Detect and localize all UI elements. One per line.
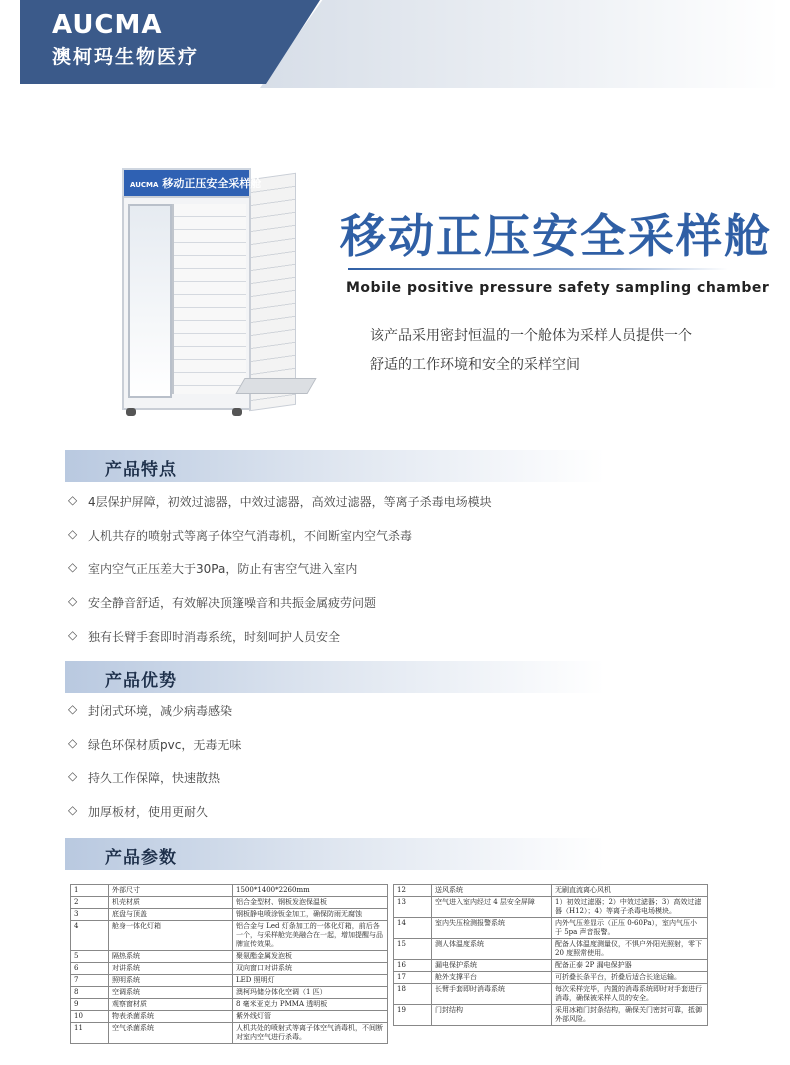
features-list bbox=[68, 493, 492, 661]
diamond-bullet-icon: ◇ bbox=[68, 594, 78, 609]
advantage-item: ◇ 封闭式环境，减少病毒感染 bbox=[68, 702, 233, 718]
feature-item: ◇ 人机共存的喷射式等离子体空气消毒机，不间断室内空气杀毒 bbox=[68, 526, 413, 543]
feature-item: ◇ 4层保护屏障，初效过滤器，中效过滤器，高效过滤器，等离子杀毒电场模块 bbox=[68, 493, 492, 509]
params-table-left bbox=[70, 884, 388, 1044]
table-row: 18 长臂手套即时消毒系统 每次采样完毕，内置的消毒系统即时对手套进行消毒，确保被采样人员的安全。 bbox=[394, 984, 708, 1005]
diamond-bullet-icon: ◇ bbox=[68, 627, 78, 642]
table-row: 4 舱身一体化灯箱 铝合金与 Led 灯条加工的一体化灯箱，前后各一个，与采样舱完美融合在一起，增加提醒与品牌宣传效果。 bbox=[71, 921, 388, 951]
table-row: 10 物表杀菌系统 紫外线灯管 bbox=[71, 1011, 388, 1023]
booth-wheel bbox=[126, 408, 136, 416]
sampling-booth-illustration bbox=[112, 168, 307, 423]
diamond-bullet-icon: ◇ bbox=[68, 526, 78, 541]
header-light-band bbox=[260, 0, 780, 88]
intro-line: 舒适的工作环境和安全的采样空间 bbox=[370, 357, 580, 373]
booth-front bbox=[122, 196, 251, 410]
feature-item: ◇ 独有长臂手套即时消毒系统，时刻呵护人员安全 bbox=[68, 627, 341, 644]
advantages-heading: 产品优势 bbox=[105, 671, 177, 691]
advantage-item: ◇ 绿色环保材质pvc，无毒无味 bbox=[68, 735, 242, 752]
booth-front-panels bbox=[172, 204, 246, 394]
table-row: 13 空气进入室内经过 4 层安全屏障 1）初效过滤器；2）中效过滤器；3）高效过滤器（H12）；4）等离子杀毒电场模块。 bbox=[394, 897, 708, 918]
product-title-en: Mobile positive pressure safety sampling chamber bbox=[346, 280, 770, 296]
header-band bbox=[0, 0, 790, 88]
table-row: 15 测人体温度系统 配备人体温度测量仪，不惧户外阳光照射，零下 20 度照常使用。 bbox=[394, 939, 708, 960]
table-row: 19 门封结构 采用冰箱门封条结构，确保关门密封可靠，抵御外部风险。 bbox=[394, 1005, 708, 1026]
params-heading: 产品参数 bbox=[105, 848, 177, 868]
table-row: 1 外部尺寸 1500*1400*2260mm bbox=[71, 885, 388, 897]
table-row: 7 照明系统 LED 照明灯 bbox=[71, 975, 388, 987]
table-row: 3 底盘与顶盖 钢板静电喷涂钣金加工，确保防雨无腐蚀 bbox=[71, 909, 388, 921]
diamond-bullet-icon: ◇ bbox=[68, 769, 78, 784]
features-heading: 产品特点 bbox=[105, 460, 177, 480]
feature-item: ◇ 安全静音舒适，有效解决顶篷噪音和共振金属疲劳问题 bbox=[68, 594, 377, 611]
booth-support-platform bbox=[235, 378, 316, 394]
booth-wheel bbox=[232, 408, 242, 416]
brand-logo bbox=[52, 10, 199, 69]
table-row: 16 漏电保护系统 配备正泰 2P 漏电保护器 bbox=[394, 960, 708, 972]
table-row: 14 室内失压检测报警系统 内外气压差显示（正压 0-60Pa），室内气压小于 5pa 声音报警。 bbox=[394, 918, 708, 939]
table-row: 11 空气杀菌系统 人机共处的喷射式等离子体空气消毒机，不间断对室内空气进行杀毒。 bbox=[71, 1023, 388, 1044]
table-row: 6 对讲系统 双向窗口对讲系统 bbox=[71, 963, 388, 975]
table-row: 12 送风系统 无刷直流离心风机 bbox=[394, 885, 708, 897]
diamond-bullet-icon: ◇ bbox=[68, 493, 78, 507]
advantages-list bbox=[68, 702, 241, 837]
booth-light-box-text: AUCMA 移动正压安全采样舱 bbox=[130, 177, 262, 190]
params-heading-bar bbox=[65, 838, 665, 870]
table-row: 5 隔热系统 聚氨酯金属发泡板 bbox=[71, 951, 388, 963]
diamond-bullet-icon: ◇ bbox=[68, 735, 78, 750]
diamond-bullet-icon: ◇ bbox=[68, 803, 78, 818]
table-row: 2 机壳材质 铝合金型材、钢板发泡保温板 bbox=[71, 897, 388, 909]
table-row: 17 舱外支撑平台 可折叠长条平台，折叠后适合长途运输。 bbox=[394, 972, 708, 984]
table-row: 9 观察窗材质 8 毫米亚克力 PMMA 透明板 bbox=[71, 999, 388, 1011]
intro-line: 该产品采用密封恒温的一个舱体为采样人员提供一个 bbox=[370, 328, 692, 344]
diamond-bullet-icon: ◇ bbox=[68, 560, 78, 575]
diamond-bullet-icon: ◇ bbox=[68, 702, 78, 716]
title-divider bbox=[348, 268, 728, 270]
table-row: 8 空调系统 澳柯玛储分体化空调（1 匹） bbox=[71, 987, 388, 999]
booth-side-panel bbox=[249, 173, 296, 412]
product-title-cn: 移动正压安全采样舱 bbox=[340, 209, 772, 263]
advantages-heading-bar bbox=[65, 661, 665, 693]
features-heading-bar bbox=[65, 450, 665, 482]
brand-name-en: AUCMA bbox=[52, 10, 163, 40]
feature-item: ◇ 室内空气正压差大于30Pa，防止有害空气进入室内 bbox=[68, 560, 358, 577]
params-table-right bbox=[393, 884, 708, 1026]
booth-observation-window bbox=[128, 204, 172, 398]
brand-name-cn: 澳柯玛生物医疗 bbox=[52, 46, 200, 68]
advantage-item: ◇ 持久工作保障，快速散热 bbox=[68, 769, 221, 786]
advantage-item: ◇ 加厚板材，使用更耐久 bbox=[68, 803, 209, 820]
product-intro bbox=[370, 322, 730, 380]
